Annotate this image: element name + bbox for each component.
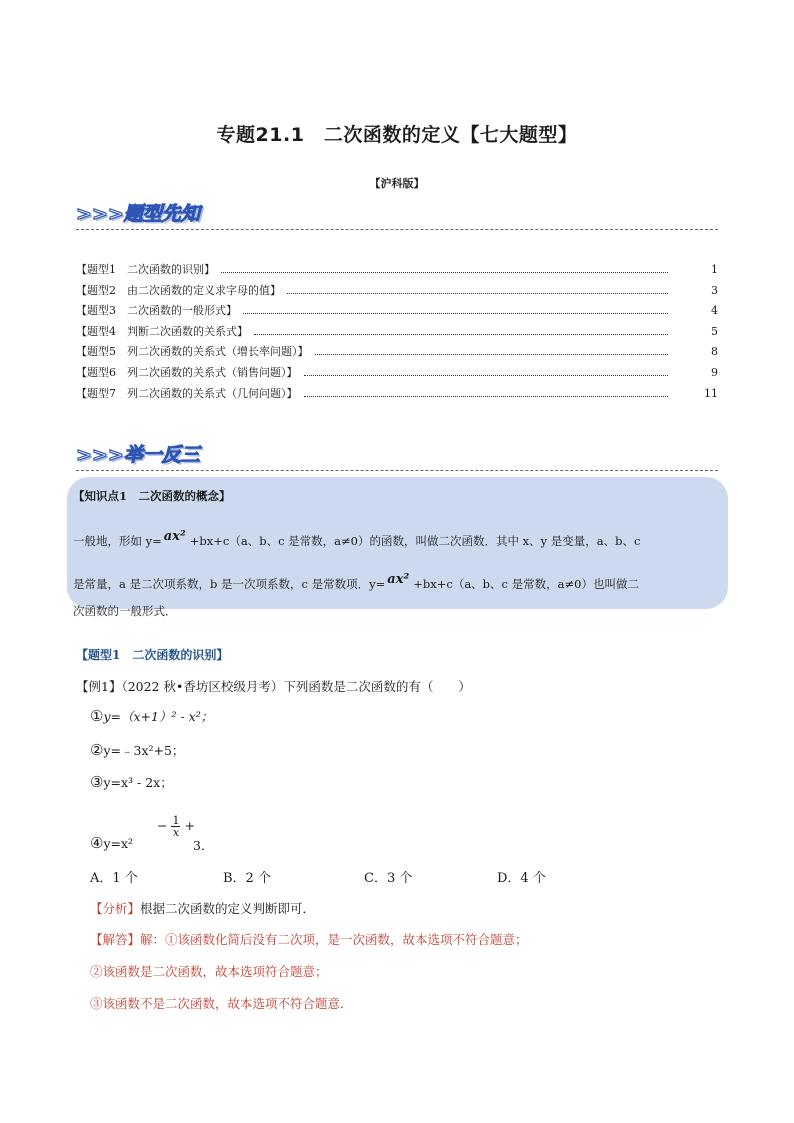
toc-leader (221, 271, 668, 273)
example-item-4: ④y=x² (90, 834, 134, 852)
formula-ax2: ax² (163, 529, 186, 544)
toc-leader (315, 353, 669, 355)
fraction-term: − $\frac{1}{x}$ + (157, 814, 195, 839)
toc-row[interactable]: 【题型6 列二次函数的关系式（销售问题）】 9 (76, 365, 718, 379)
toc-leader (304, 374, 669, 376)
toc-row[interactable]: 【题型4 判断二次函数的关系式】 5 (76, 324, 718, 338)
divider (76, 470, 718, 471)
option-c[interactable]: C．3 个 (364, 871, 413, 886)
option-d[interactable]: D．4 个 (497, 871, 546, 886)
toc-row[interactable]: 【题型1 二次函数的识别】 1 (76, 263, 718, 276)
option-b[interactable]: B．2 个 (223, 871, 271, 886)
example-stem: 【例1】（2022 秋•香坊区校级月考）下列函数是二次函数的有（ ） (76, 679, 471, 694)
banner-practice: >>>举一反三 (76, 444, 200, 466)
toc-row[interactable]: 【题型2 由二次函数的定义求字母的值】 3 (76, 283, 718, 297)
banner-overview: >>>题型先知 (76, 203, 200, 225)
toc-leader (243, 312, 668, 314)
example-item-1: ①y=（x+1）² - x²； (90, 707, 214, 725)
toc-leader (254, 333, 668, 335)
toc-row[interactable]: 【题型5 列二次函数的关系式（增长率问题）】 8 (76, 345, 718, 359)
analysis: 【分析】根据二次函数的定义判断即可． (90, 901, 316, 916)
solution-line-1: 【解答】解：①该函数化简后没有二次项，是一次函数，故本选项不符合题意； (90, 932, 528, 947)
section-heading: 【题型1 二次函数的识别】 (76, 648, 229, 662)
solution-line-3: ③该函数不是二次函数，故本选项不符合题意． (90, 996, 353, 1011)
knowledge-line-2: 是常量，a 是二次项系数，b 是一次项系数，c 是常数项．y= ax² +bx+c（a、b、c 是常数，a≠0）也叫做二 (73, 572, 639, 591)
knowledge-line-3: 次函数的一般形式． (73, 604, 177, 618)
knowledge-heading: 【知识点1 二次函数的概念】 (73, 489, 231, 503)
table-of-contents (76, 261, 718, 405)
option-a[interactable]: A．1 个 (90, 871, 138, 886)
toc-leader (304, 395, 669, 397)
toc-row[interactable]: 【题型7 列二次函数的关系式（几何问题）】 11 (76, 386, 718, 400)
knowledge-line-1: 一般地，形如 y= ax² +bx+c（a、b、c 是常数，a≠0）的函数，叫做二次函数．其中 x、y 是变量，a、b、c (73, 529, 641, 548)
solution-line-2: ②该函数是二次函数，故本选项符合题意； (90, 964, 328, 979)
formula-ax2: ax² (387, 572, 410, 587)
toc-row[interactable]: 【题型3 二次函数的一般形式】 4 (76, 304, 718, 318)
edition-label: 【沪科版】 (369, 177, 425, 190)
example-item-3: ③y=x³ - 2x； (90, 773, 173, 791)
example-item-2: ②y=﹣3x²+5； (90, 741, 185, 759)
example-item-4-tail: 3． (193, 838, 214, 853)
divider (76, 229, 718, 230)
toc-leader (287, 292, 668, 294)
page-title: 专题21.1 二次函数的定义【七大题型】 (216, 124, 578, 146)
